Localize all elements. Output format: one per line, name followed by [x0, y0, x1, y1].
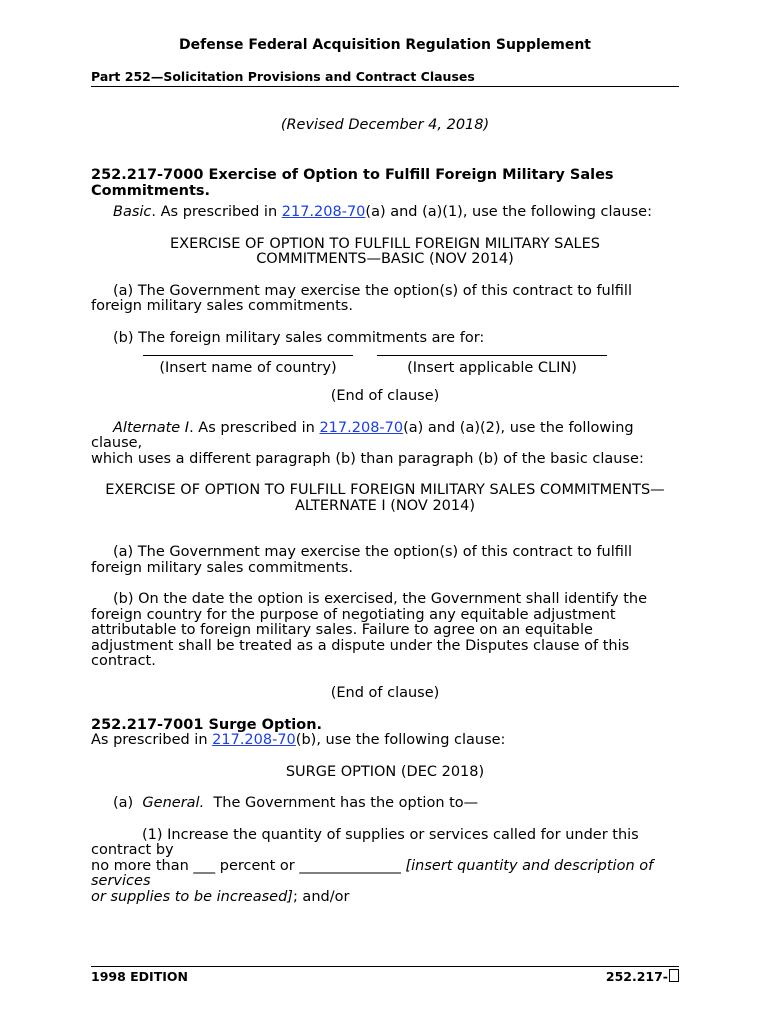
surge-clause-title: SURGE OPTION (DEC 2018) — [285, 763, 485, 780]
basic-label: Basic — [113, 204, 152, 220]
basic-pre-text: . As prescribed in — [151, 204, 282, 220]
link-217-208-70-alternate[interactable]: 217.208-70 — [319, 419, 404, 436]
basic-para-b: (b) The foreign military sales commitments are for: — [113, 329, 485, 346]
basic-para-a: (a) The Government may exercise the option(s) of this contract to fulfill foreign military sales commitments. — [91, 282, 632, 314]
section-7000-heading: 252.217-7000 Exercise of Option to Fulfill Foreign Military Sales Commitments. — [91, 167, 614, 199]
alternate-clause-title: EXERCISE OF OPTION TO FULFILL FOREIGN MILITARY SALES COMMITMENTS—ALTERNATE I (NOV 2014) — [105, 482, 665, 514]
country-blank-label: (Insert name of country) — [159, 360, 337, 376]
alt-post-text: (a) and (a)(2), use the following clause, — [91, 419, 634, 451]
clin-blank-label: (Insert applicable CLIN) — [407, 360, 577, 376]
alt-para-a: (a) The Government may exercise the option(s) of this contract to fulfill foreign military sales commitments. — [91, 544, 632, 576]
link-217-208-70-surge[interactable]: 217.208-70 — [212, 732, 296, 748]
surge-para-a — [91, 796, 679, 812]
page-footer — [91, 966, 679, 984]
document-page — [91, 38, 679, 905]
alt-pre-text: . As prescribed in — [189, 419, 320, 436]
end-of-clause-2: (End of clause) — [330, 684, 440, 701]
revision-date: (Revised December 4, 2018) — [280, 116, 490, 133]
alternate-prescription-line2: which uses a different paragraph (b) than paragraph (b) of the basic clause: — [91, 450, 644, 467]
fms-blanks — [91, 349, 679, 381]
alternate-prescription — [91, 421, 679, 452]
link-217-208-70-basic[interactable]: 217.208-70 — [281, 204, 366, 220]
surge-item-1-line1: (1) Increase the quantity of supplies or services called for under this contract by — [91, 826, 639, 858]
surge-item-1-insert-a: [insert quantity and description of services — [91, 857, 654, 889]
country-blank-line — [143, 355, 353, 356]
document-title: Defense Federal Acquisition Regulation Supplement — [179, 37, 591, 53]
surge-item-1-andor: ; and/or — [292, 888, 350, 905]
footer-page-prefix: 252.217- — [605, 969, 668, 984]
basic-post-text: (a) and (a)(1), use the following clause: — [365, 204, 652, 220]
surge-item-1-line2 — [91, 859, 679, 890]
surge-post-text: (b), use the following clause: — [295, 732, 506, 748]
footer-edition: 1998 EDITION — [91, 969, 188, 984]
footer-page-number — [606, 969, 679, 984]
surge-pre-text: As prescribed in — [91, 732, 213, 748]
missing-glyph-icon — [669, 969, 679, 982]
surge-para-a-text: The Government has the option to— — [204, 795, 479, 811]
surge-item-1-blanks: no more than ___ percent or ______________ — [91, 857, 406, 874]
section-7001-heading: 252.217-7001 Surge Option. — [91, 717, 323, 733]
alt-para-b: (b) On the date the option is exercised, the Government shall identify the foreign country for the purpose of negotiating any equitable adjustment attributable to foreign military sales. Failure to agree on an equitable adjustment shall be treated as a dispute under the Disputes clause of this contract. — [91, 591, 648, 669]
surge-para-a-label: (a) — [113, 795, 143, 811]
surge-item-1-line3 — [91, 890, 679, 906]
surge-prescription — [91, 733, 679, 749]
part-heading: Part 252—Solicitation Provisions and Contract Clauses — [91, 69, 679, 87]
alternate-label: Alternate I — [113, 419, 190, 436]
surge-para-a-general: General. — [142, 795, 205, 811]
clin-blank-line — [377, 355, 607, 356]
end-of-clause-1: (End of clause) — [330, 388, 440, 404]
basic-clause-title: EXERCISE OF OPTION TO FULFILL FOREIGN MILITARY SALES COMMITMENTS—BASIC (NOV 2014) — [169, 235, 600, 267]
basic-prescription — [91, 205, 679, 221]
surge-item-1-insert-b: or supplies to be increased] — [91, 888, 293, 905]
